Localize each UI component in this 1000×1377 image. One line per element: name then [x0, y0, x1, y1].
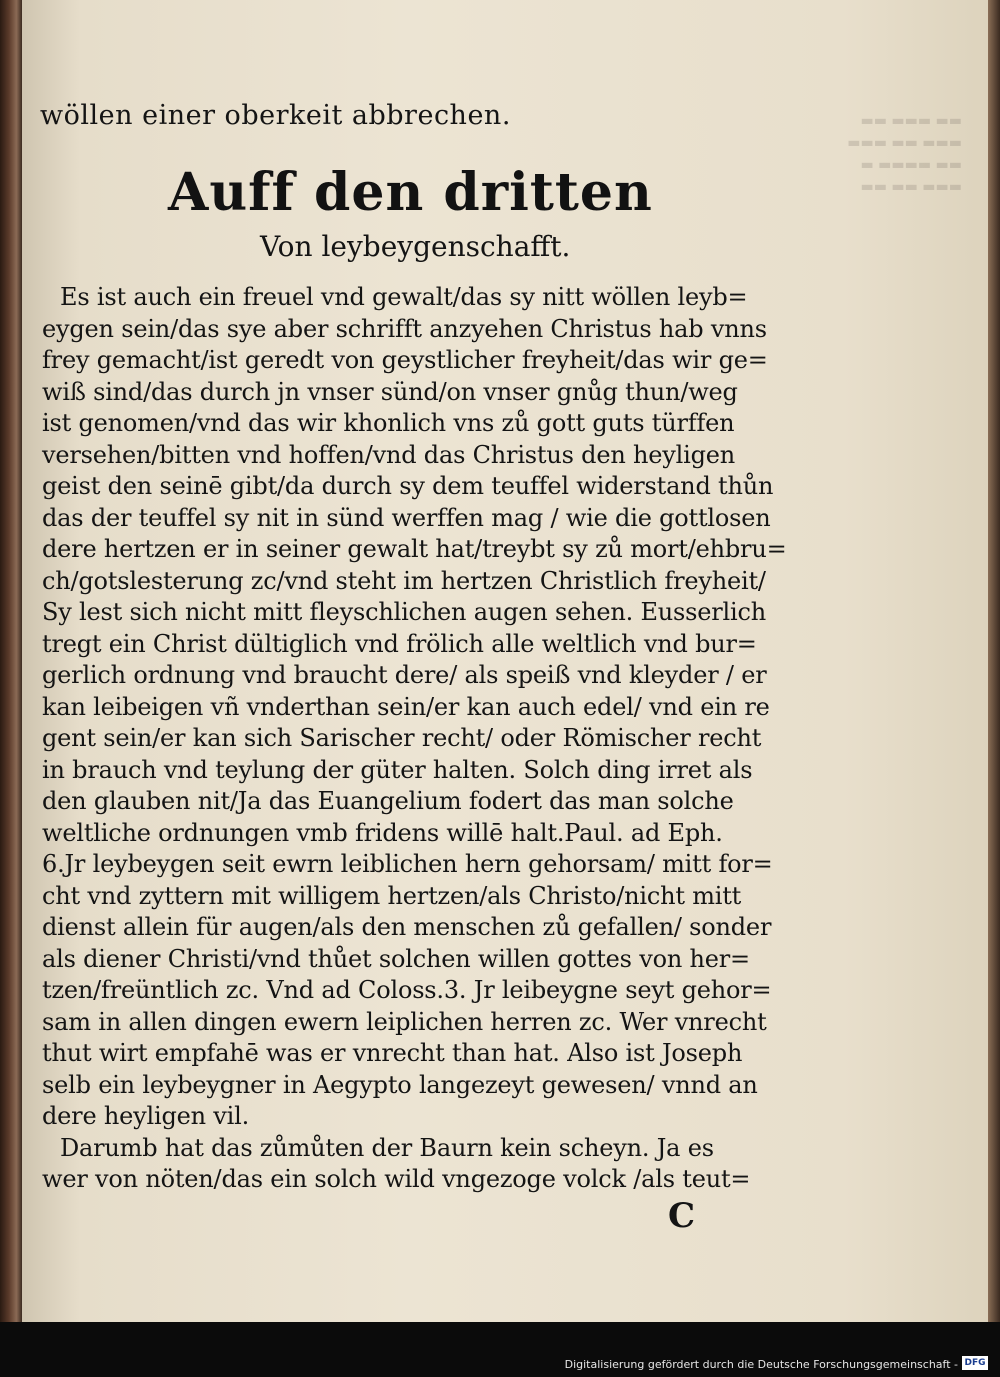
- text-line: geist den seinē gibt/da durch sy dem teuffel widerstand thůn: [42, 472, 774, 500]
- text-line: Sy lest sich nicht mitt fleyschlichen augen sehen. Eusserlich: [42, 598, 766, 626]
- running-line: wöllen einer oberkeit abbrechen.: [40, 100, 511, 131]
- section-subtitle: Von leybeygenschafft.: [260, 230, 571, 263]
- text-line: tregt ein Christ dültiglich vnd frölich alle weltlich vnd bur=: [42, 629, 757, 658]
- footer-credit: Digitalisierung gefördert durch die Deutsche Forschungsgemeinschaft -: [564, 1358, 958, 1371]
- book-binding-edge: [0, 0, 22, 1322]
- text-line: in brauch vnd teylung der güter halten. Solch ding irret als: [42, 755, 753, 784]
- text-line: ch/gotslesterung zc/vnd steht im hertzen Christlich freyheit/: [42, 566, 766, 595]
- text-line: wiß sind/das durch jn vnser sünd/on vnser gnůg thun/weg: [42, 377, 738, 406]
- page-right-edge: [988, 0, 1000, 1322]
- text-line: Es ist auch ein freuel vnd gewalt/das sy nitt wöllen leyb=: [60, 283, 748, 311]
- section-title: Auff den dritten: [168, 162, 653, 223]
- body-text: [42, 282, 787, 1196]
- dfg-logo: DFG: [962, 1356, 988, 1370]
- text-line: selb ein leybeygner in Aegypto langezeyt gewesen/ vnnd an: [42, 1070, 758, 1099]
- text-line: weltliche ordnungen vmb fridens willē halt.Paul. ad Eph.: [42, 818, 723, 847]
- text-line: dere hertzen er in seiner gewalt hat/treybt sy zů mort/ehbru=: [42, 535, 787, 563]
- text-line: kan leibeigen vñ vnderthan sein/er kan auch edel/ vnd ein re: [42, 692, 770, 721]
- text-line: cht vnd zyttern mit willigem hertzen/als Christo/nicht mitt: [42, 881, 742, 910]
- signature-mark: C: [668, 1196, 696, 1236]
- text-line: ist genomen/vnd das wir khonlich vns zů gott guts türffen: [42, 409, 735, 437]
- text-line: versehen/bitten vnd hoffen/vnd das Christus den heyligen: [42, 440, 736, 469]
- text-line: sam in allen dingen ewern leiplichen herren zc. Wer vnrecht: [42, 1007, 767, 1036]
- text-line: den glauben nit/Ja das Euangelium fodert das man solche: [42, 787, 734, 815]
- text-line: dere heyligen vil.: [42, 1102, 250, 1130]
- text-line: dienst allein für augen/als den menschen zů gefallen/ sonder: [42, 913, 772, 941]
- text-line: Darumb hat das zůmůten der Baurn kein scheyn. Ja es: [60, 1133, 714, 1162]
- text-line: als diener Christi/vnd thůet solchen willen gottes von her=: [42, 944, 750, 973]
- text-line: 6.Jr leybeygen seit ewrn leiblichen hern gehorsam/ mitt for=: [42, 850, 773, 878]
- text-line: gent sein/er kan sich Sarischer recht/ oder Römischer recht: [42, 724, 762, 752]
- bleed-through-shadow: ▬▬ ▬▬▬ ▬▬ ▬▬▬ ▬▬ ▬▬▬ ▬▬ ▬▬▬▬ ▬ ▬▬▬ ▬▬ ▬▬: [847, 113, 962, 195]
- text-line: wer von nöten/das ein solch wild vngezoge volck /als teut=: [42, 1165, 751, 1193]
- text-line: gerlich ordnung vnd braucht dere/ als speiß vnd kleyder / er: [42, 661, 767, 689]
- text-line: frey gemacht/ist geredt von geystlicher freyheit/das wir ge=: [42, 346, 768, 374]
- text-line: tzen/freüntlich zc. Vnd ad Coloss.3. Jr leibeygne seyt gehor=: [42, 976, 772, 1004]
- text-line: eygen sein/das sye aber schrifft anzyehen Christus hab vnns: [42, 314, 767, 343]
- text-line: thut wirt empfahē was er vnrecht than hat. Also ist Joseph: [42, 1039, 743, 1067]
- text-line: das der teuffel sy nit in sünd werffen mag / wie die gottlosen: [42, 503, 771, 532]
